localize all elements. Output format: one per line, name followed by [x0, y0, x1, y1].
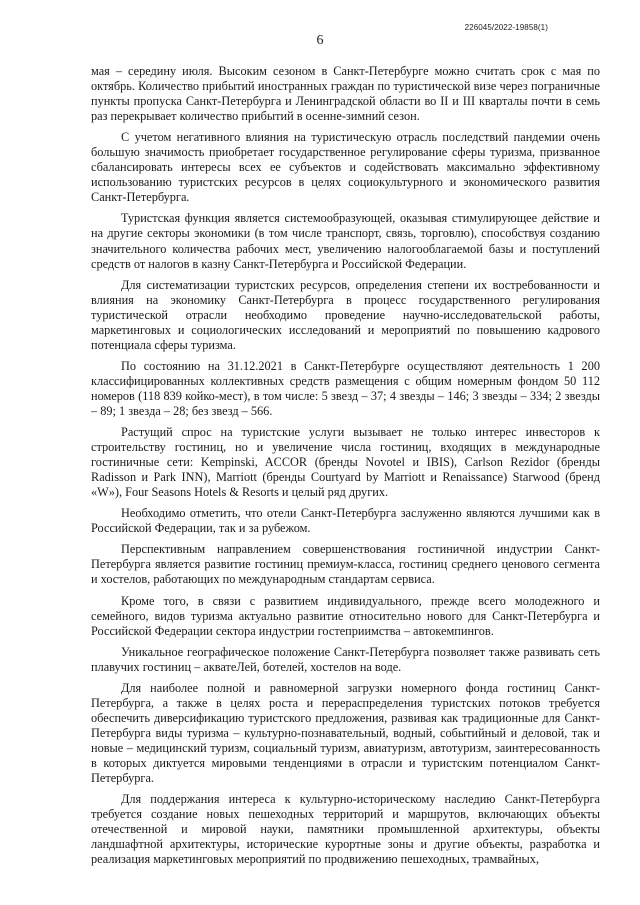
- page-number: 6: [316, 33, 324, 48]
- paragraph-tourism-function: Туристская функция является системообразующей, оказывая стимулирующее действие и на другие секторы экономики (в том числе транспорт, связь, торговлю), способствуя созданию значительного количества рабочих мест, увеличению налогооблагаемой базы и поступлений средств от налогов в казну Санкт-Петербурга и Российской Федерации.: [91, 211, 600, 271]
- paragraph-best-hotels: Необходимо отметить, что отели Санкт-Петербурга заслуженно являются лучшими как в Российской Федерации, так и за рубежом.: [91, 506, 600, 536]
- paragraph-research: Для систематизации туристских ресурсов, определения степени их востребованности и влияния на экономику Санкт-Петербурга в процесс государственного регулирования туристической отрасли необходимо проведение научно-исследовательской работы, маркетинговых и социологических исследований и мероприятий по повышению кадрового потенциала сферы туризма.: [91, 277, 600, 352]
- paragraph-pedestrian-routes: Для поддержания интереса к культурно-историческому наследию Санкт-Петербурга требуется создание новых пешеходных территорий и маршрутов, включающих объекты отечественной и мировой науки, памятники промышленной архитектуры, объекты ландшафтной архитектуры, исторические курортные зоны и другие объекты, разработка и реализация маркетинговых мероприятий по продвижению пешеходных, трамвайных,: [91, 792, 600, 867]
- paragraph-accommodation-stats: По состоянию на 31.12.2021 в Санкт-Петербурге осуществляют деятельность 1 200 классифицированных коллективных средств размещения с общим номерным фондом 50 112 номеров (118 839 койко-мест), в том числе: 5 звезд – 37; 4 звезды – 146; 3 звезды – 334; 2 звезды – 89; 1 звезда – 28; без звезд – 566.: [91, 358, 600, 418]
- paragraph-season: мая – середину июля. Высоким сезоном в Санкт-Петербурге можно считать срок с мая по октябрь. Количество прибытий иностранных граждан по туристической визе через пограничные пункты пропуска Санкт-Петербурга и Ленинградской области во II и III кварталы почти в семь раз перекрывает количество прибытий в осенне-зимний сезон.: [91, 64, 600, 124]
- paragraph-premium-segment: Перспективным направлением совершенствования гостиничной индустрии Санкт-Петербурга является развитие гостиниц премиум-класса, гостиниц среднего ценового сегмента и хостелов, работающих по международным стандартам сервиса.: [91, 542, 600, 587]
- paragraph-floating-hotels: Уникальное географическое положение Санкт-Петербурга позволяет также развивать сеть плавучих гостиниц – акватеЛей, ботелей, хостелов на воде.: [91, 644, 600, 674]
- paragraph-hotel-chains: Растущий спрос на туристские услуги вызывает не только интерес инвесторов к строительству гостиниц, но и увеличение числа гостиниц, входящих в международные гостиничные сети: Kempinski, ACCOR (бренды Novotel и IBIS), Carlson Rezidor (бренды Radisson и Park INN), Marriott (бренды Courtyard by Marriott и Renaissance) Starwood (бренд «W»), Four Seasons Hotels & Resorts и целый ряд других.: [91, 425, 600, 500]
- paragraph-pandemic-regulation: С учетом негативного влияния на туристическую отрасль последствий пандемии очень большую значимость приобретает государственное регулирование сферы туризма, призванное сбалансировать интересы всех ее субъектов и содействовать максимально эффективному использованию туристских ресурсов в целях социокультурного и экономического развития Санкт-Петербурга.: [91, 130, 600, 205]
- paragraph-diversification: Для наиболее полной и равномерной загрузки номерного фонда гостиниц Санкт-Петербурга, а также в целях роста и перераспределения туристских потоков требуется обеспечить диверсификацию туристского предложения, развивая как традиционные для Санкт-Петербурга виды туризма – культурно-познавательный, водный, событийный и деловой, так и новые – медицинский туризм, социальный туризм, авиатуризм, автотуризм, заинтересованность в которых диктуется мировыми тенденциями в отрасли и туристским потенциалом Санкт-Петербурга.: [91, 680, 600, 786]
- document-registration-number: 226045/2022-19858(1): [464, 23, 548, 32]
- paragraph-autocamping: Кроме того, в связи с развитием индивидуального, прежде всего молодежного и семейного, видов туризма актуально развитие относительно нового для Санкт-Петербурга и Российской Федерации сектора индустрии гостеприимства – автокемпингов.: [91, 593, 600, 638]
- document-body: [91, 64, 600, 873]
